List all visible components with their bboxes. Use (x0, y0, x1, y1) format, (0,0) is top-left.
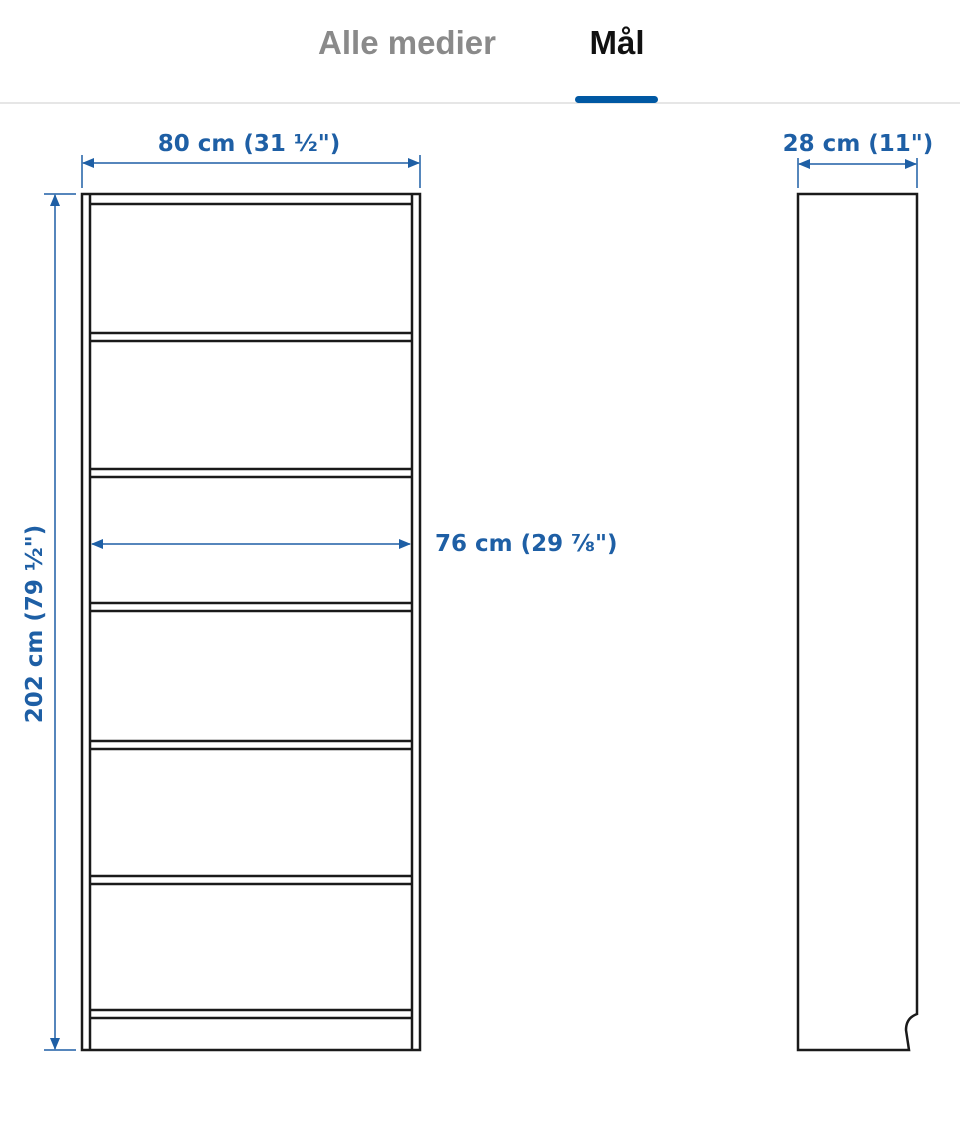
height-dimension (22, 194, 76, 1050)
active-tab-indicator (575, 96, 658, 103)
side-panel-outline (798, 194, 917, 1050)
tab-all-media[interactable]: Alle medier (318, 24, 496, 61)
dimension-drawing (0, 104, 960, 1139)
inner-width-dimension (92, 531, 617, 557)
tab-dimensions[interactable]: Mål (589, 24, 645, 61)
tab-bar (0, 0, 960, 104)
width-label: 80 cm (31 ½") (157, 131, 341, 157)
depth-label: 28 cm (11") (782, 131, 934, 157)
inner-width-label: 76 cm (29 ⅞") (435, 531, 618, 557)
bookcase-side-view (798, 194, 917, 1050)
bookcase-front-view (82, 194, 420, 1050)
width-dimension (82, 131, 420, 188)
depth-dimension (783, 131, 934, 188)
height-label: 202 cm (79 ½") (22, 524, 48, 724)
shelves (90, 333, 412, 1018)
bookcase-outer-frame (82, 194, 420, 1050)
